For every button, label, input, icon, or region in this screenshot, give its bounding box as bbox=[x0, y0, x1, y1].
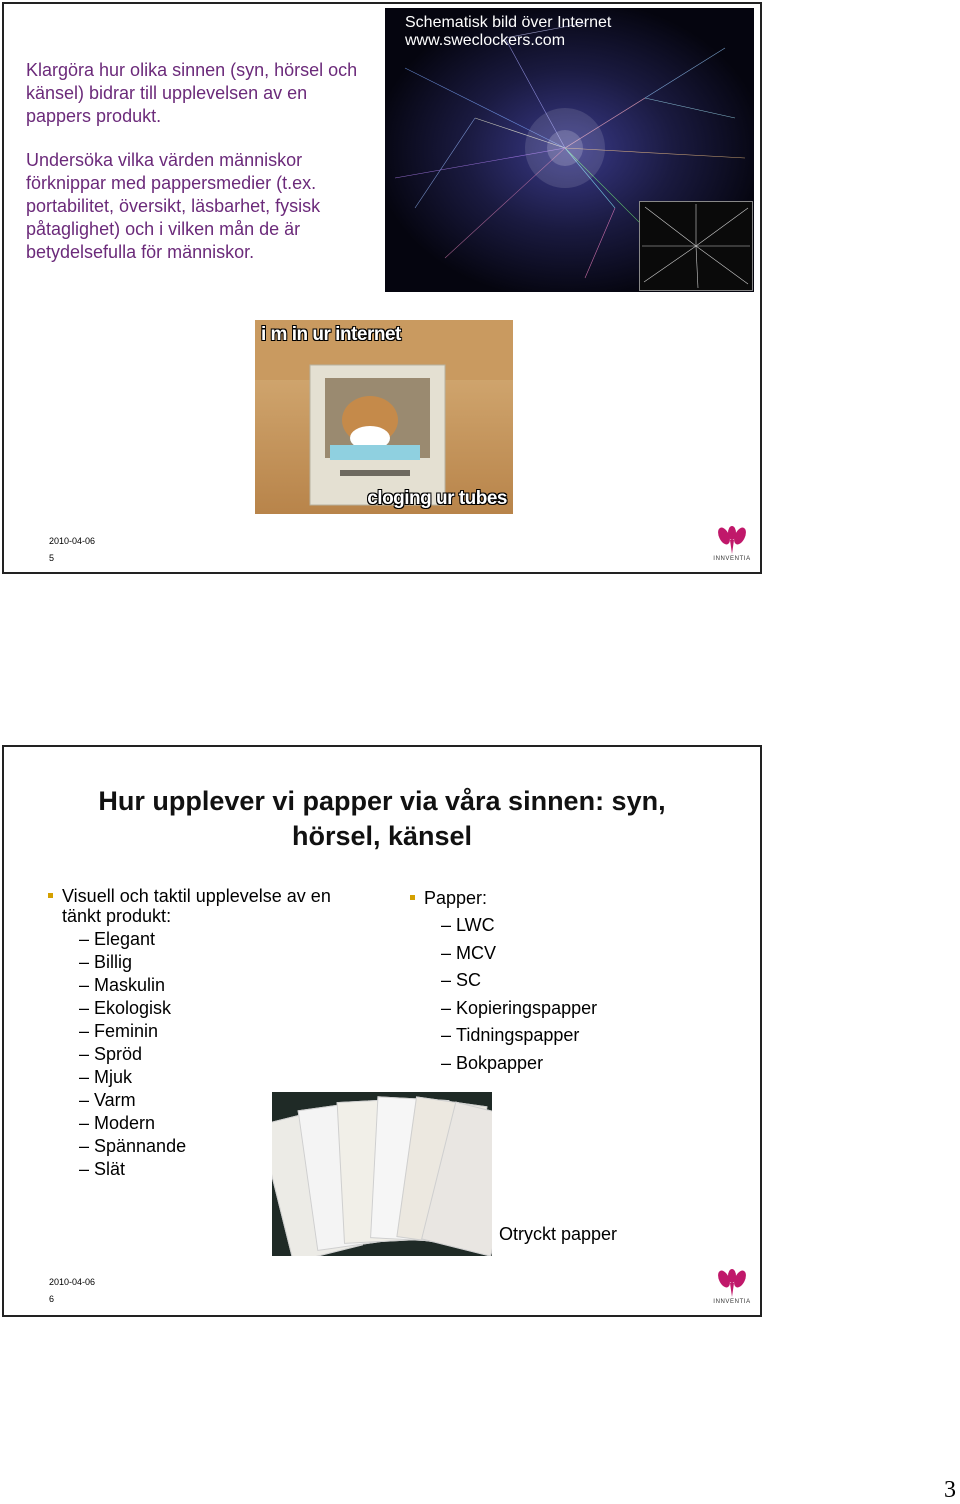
dash-bullet-icon bbox=[441, 912, 451, 940]
cat-in-monitor-graphic bbox=[255, 320, 513, 514]
objective-paragraph-2: Undersöka vilka värden människor förknippar med pappersmedier (t.ex. portabilitet, översikt, läsbarhet, fysisk påtaglighet) och i vilken mån de är betydelsefulla för människor. bbox=[26, 150, 321, 262]
list-item-text: Spännande bbox=[94, 1136, 187, 1156]
list-item bbox=[406, 1022, 706, 1050]
slide-number: 5 bbox=[49, 553, 55, 563]
internet-caption-title: Schematisk bild över Internet bbox=[405, 14, 612, 31]
experience-heading-text: Visuell och taktil upplevelse av en tänkt produkt: bbox=[62, 886, 331, 926]
dash-bullet-icon bbox=[79, 1158, 89, 1181]
square-bullet-icon bbox=[48, 893, 53, 898]
list-item-text: Spröd bbox=[94, 1044, 143, 1064]
paper-heading-text: Papper: bbox=[424, 888, 488, 908]
list-item-text: Feminin bbox=[94, 1021, 159, 1041]
page-number: 3 bbox=[944, 1477, 956, 1503]
meme-top-caption: i m in ur internet bbox=[261, 324, 401, 345]
list-item bbox=[44, 974, 364, 997]
list-item-text: MCV bbox=[456, 942, 496, 963]
innventia-logo-mark bbox=[710, 526, 754, 556]
dash-bullet-icon bbox=[79, 997, 89, 1020]
slide-date: 2010-04-06 bbox=[49, 1277, 96, 1287]
list-item-text: Modern bbox=[94, 1113, 156, 1133]
list-item bbox=[44, 928, 364, 951]
slide-date: 2010-04-06 bbox=[49, 536, 96, 546]
slide-title-line-1: Hur upplever vi papper via våra sinnen: syn, bbox=[98, 786, 666, 816]
slide-5 bbox=[2, 2, 762, 574]
list-item-text: Slät bbox=[94, 1159, 126, 1179]
dash-bullet-icon bbox=[79, 1066, 89, 1089]
list-item-text: SC bbox=[456, 970, 482, 991]
dash-bullet-icon bbox=[441, 1050, 451, 1078]
list-item-text: Ekologisk bbox=[94, 998, 172, 1018]
paper-image-caption: Otryckt papper bbox=[499, 1224, 618, 1244]
internet-map-image bbox=[385, 8, 754, 292]
innventia-logo bbox=[710, 526, 754, 566]
list-item-text: Billig bbox=[94, 952, 133, 972]
inset-star-graphic bbox=[640, 202, 752, 290]
list-item-text: Kopieringspapper bbox=[456, 997, 598, 1018]
dash-bullet-icon bbox=[441, 995, 451, 1023]
slide-6 bbox=[2, 745, 762, 1317]
list-item bbox=[44, 1066, 364, 1089]
internet-map-inset bbox=[639, 201, 753, 291]
slide-title-line-2: hörsel, känsel bbox=[291, 821, 473, 851]
cat-meme-image bbox=[255, 320, 513, 514]
innventia-logo bbox=[710, 1269, 754, 1309]
experience-heading bbox=[44, 886, 364, 926]
unprinted-paper-image bbox=[272, 1092, 492, 1256]
list-item-text: Bokpapper bbox=[456, 1052, 544, 1073]
dash-bullet-icon bbox=[79, 1043, 89, 1066]
innventia-logo-mark bbox=[710, 1269, 754, 1299]
list-item bbox=[406, 967, 706, 995]
list-item bbox=[44, 1043, 364, 1066]
dash-bullet-icon bbox=[79, 1135, 89, 1158]
list-item-text: Tidningspapper bbox=[456, 1025, 580, 1046]
list-item bbox=[44, 1020, 364, 1043]
objective-paragraph-1: Klargöra hur olika sinnen (syn, hörsel och känsel) bidrar till upplevelsen av en pappers produkt. bbox=[26, 60, 358, 126]
dash-bullet-icon bbox=[79, 1020, 89, 1043]
slide-number: 6 bbox=[49, 1294, 55, 1304]
meme-bottom-caption: cloging ur tubes bbox=[367, 488, 507, 509]
paper-column bbox=[406, 888, 706, 1078]
list-item-text: Mjuk bbox=[94, 1067, 133, 1087]
dash-bullet-icon bbox=[79, 1089, 89, 1112]
internet-caption bbox=[405, 14, 611, 50]
list-item-text: LWC bbox=[456, 915, 495, 935]
dash-bullet-icon bbox=[79, 974, 89, 997]
innventia-logo-text: INNVENTIA bbox=[713, 1299, 751, 1305]
square-bullet-icon bbox=[410, 895, 415, 900]
list-item bbox=[406, 940, 706, 968]
innventia-logo-text: INNVENTIA bbox=[713, 556, 751, 562]
list-item bbox=[44, 951, 364, 974]
paper-heading bbox=[406, 888, 706, 908]
dash-bullet-icon bbox=[441, 1022, 451, 1050]
dash-bullet-icon bbox=[79, 1112, 89, 1135]
list-item-text: Elegant bbox=[94, 929, 156, 949]
list-item bbox=[406, 1050, 706, 1078]
internet-caption-source: www.sweclockers.com bbox=[405, 32, 566, 49]
paper-list bbox=[406, 912, 706, 1078]
dash-bullet-icon bbox=[79, 928, 89, 951]
slide-title bbox=[4, 784, 760, 854]
dash-bullet-icon bbox=[441, 967, 451, 995]
list-item-text: Varm bbox=[94, 1090, 136, 1110]
list-item bbox=[44, 997, 364, 1020]
dash-bullet-icon bbox=[441, 940, 451, 968]
dash-bullet-icon bbox=[79, 951, 89, 974]
list-item bbox=[406, 995, 706, 1023]
list-item bbox=[406, 912, 706, 940]
list-item-text: Maskulin bbox=[94, 975, 166, 995]
